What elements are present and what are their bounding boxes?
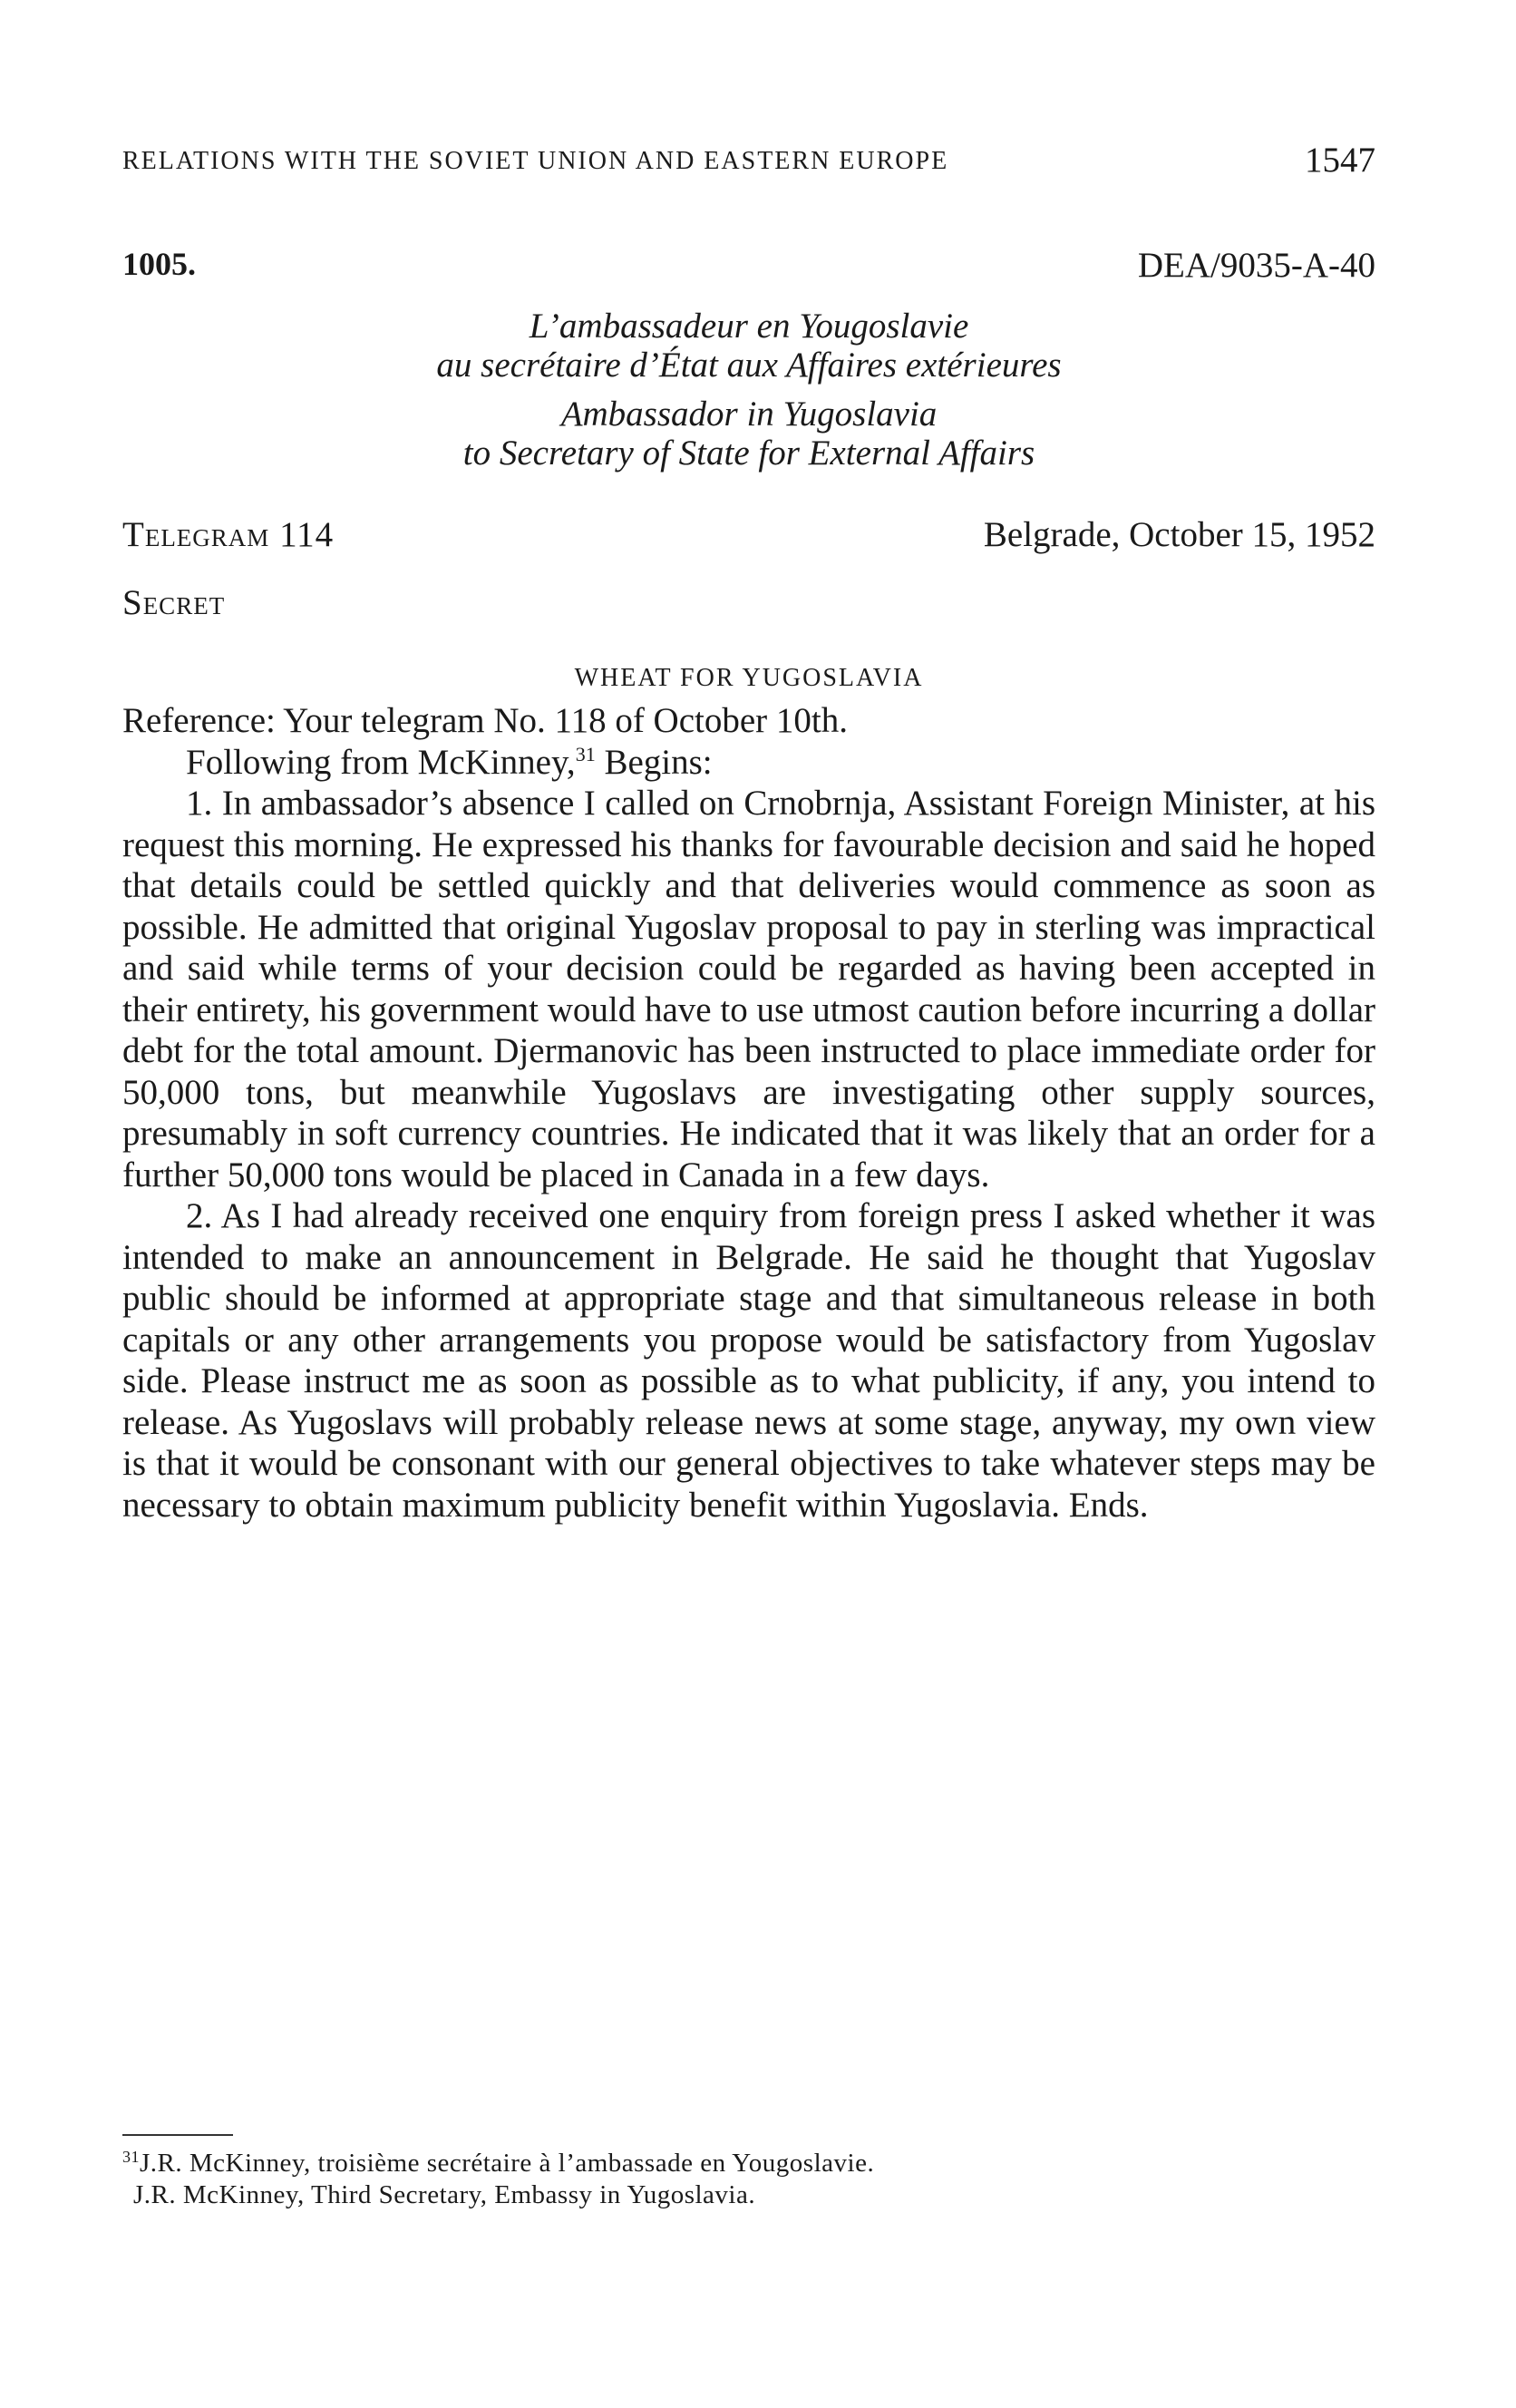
heading-french-line-2: au secrétaire d’État aux Affaires extérieures (436, 346, 1062, 385)
telegram-body (122, 700, 1375, 1526)
heading-french-line-1: L’ambassadeur en Yougoslavie (529, 307, 969, 346)
telegram-number: Telegram 114 (122, 515, 335, 554)
heading-english-line-1: Ambassador in Yugoslavia (560, 395, 938, 434)
following-line (122, 742, 1375, 784)
heading-english-line-2: to Secretary of State for External Affairs (462, 434, 1035, 473)
document-header-row (122, 245, 1375, 290)
classification-label: Secret (122, 583, 226, 622)
reference-line: Reference: Your telegram No. 118 of October 10th. (122, 701, 848, 740)
paragraph-2: 2. As I had already received one enquiry from foreign press I asked whether it was intended to make an announcement in Belgrade. He said he thought that Yugoslav public should be informed at appropriate stage and that simultaneous release in both capitals or any other arrangements you propose would be satisfactory from Yugoslav side. Please instruct me as soon as possible as to what publicity, if any, you intend to release. As Yugoslavs will probably release news at some stage, anyway, my own view is that it would be consonant with our general objectives to take whatever steps may be necessary to obtain maximum publicity benefit within Yugoslavia. Ends. (122, 1196, 1375, 1525)
document-page (122, 0, 1375, 2408)
paragraph-1: 1. In ambassador’s absence I called on Crnobrnja, Assistant Foreign Minister, at his request this morning. He expressed his thanks for favourable decision and said he hoped that details could be settled quickly and that deliveries would commence as soon as possible. He admitted that original Yugoslav proposal to pay in sterling was impractical and said while terms of your decision could be regarded as having been accepted in their entirety, his government would have to use utmost caution before incurring a dollar debt for the total amount. Djermanovic has been instructed to place immediate order for 50,000 tons, but meanwhile Yugoslavs are investigating other supply sources, presumably in soft currency countries. He indicated that it was likely that an order for a further 50,000 tons would be placed in Canada in a few days. (122, 784, 1375, 1194)
footnote-number: 31 (122, 2148, 140, 2166)
footnote-marker[interactable]: 31 (575, 742, 596, 765)
running-head (122, 141, 1375, 183)
subject-heading: WHEAT FOR YUGOSLAVIA (574, 664, 924, 692)
file-reference: DEA/9035-A-40 (1137, 246, 1375, 285)
footnote-french-text: J.R. McKinney, troisième secrétaire à l’ambassade en Yougoslavie. (140, 2149, 875, 2178)
following-suffix: Begins: (595, 742, 713, 782)
footnotes (122, 2148, 1375, 2211)
running-head-title: RELATIONS WITH THE SOVIET UNION AND EASTERN EUROPE (122, 147, 949, 175)
footnote-english: J.R. McKinney, Third Secretary, Embassy in Yugoslavia. (133, 2180, 756, 2209)
footnote-divider (122, 2134, 233, 2136)
following-prefix: Following from McKinney, (186, 742, 576, 782)
page-number: 1547 (1305, 141, 1375, 180)
place-and-date: Belgrade, October 15, 1952 (983, 515, 1375, 554)
telegram-meta-row (122, 514, 1375, 560)
document-number: 1005. (122, 246, 196, 282)
addressee-heading (122, 307, 1375, 473)
footnote-french (122, 2148, 1375, 2179)
